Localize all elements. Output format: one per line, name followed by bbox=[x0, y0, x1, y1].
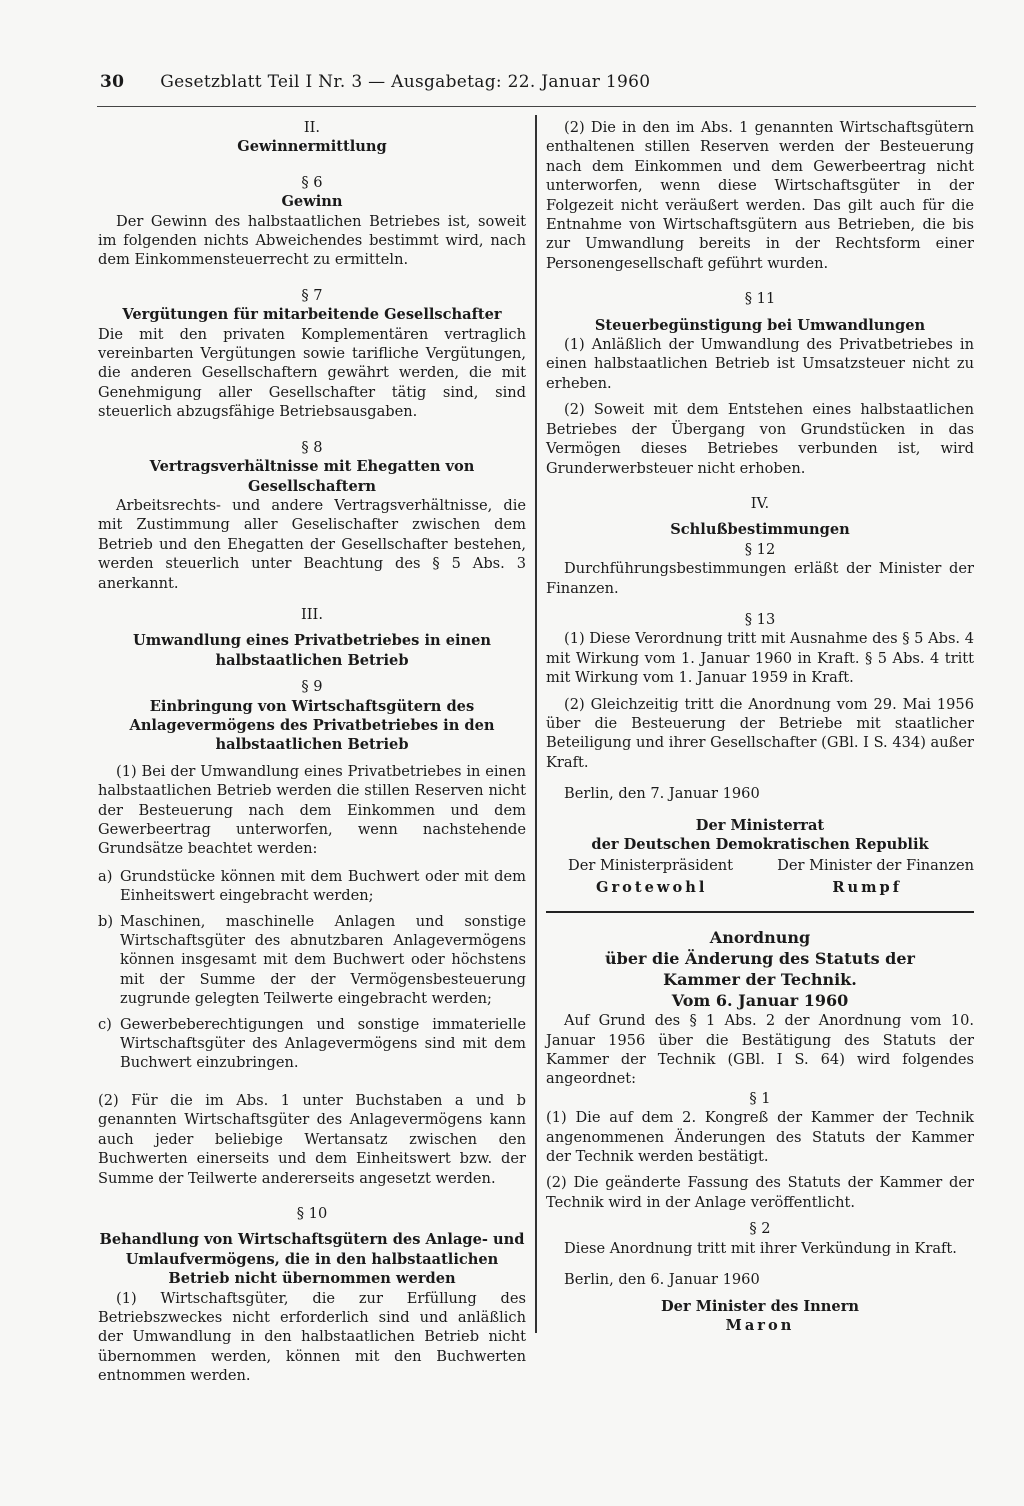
header-rule bbox=[97, 106, 976, 107]
paragraph-11-title: Steuerbegünstigung bei Umwandlungen bbox=[594, 316, 926, 334]
paragraph-9-text-2: (2) Für die im Abs. 1 unter Buchstaben a und b genannten Wirtschaftsgüter des Anlagevermögens kann auch jeder beliebige Wertansatz zwischen den Buchwerten einerseits und dem Einheitswert bzw. der Summe der Teilwerte andererseits angesetzt werden. bbox=[98, 1091, 526, 1187]
paragraph-11-text-2: (2) Soweit mit dem Entstehen eines halbstaatlichen Betriebes der Übergang von Grundstücken in das Vermögen dieses Betriebes verbunden ist, wird Grunderwerbsteuer nicht erhoben. bbox=[546, 401, 974, 477]
paragraph-11-text-1: (1) Anläßlich der Umwandlung des Privatbetriebes in einen halbstaatlichen Betrieb ist Umsatzsteuer nicht zu erheben. bbox=[546, 336, 974, 392]
paragraph-7-title: Vergütungen für mitarbeitende Gesellschafter bbox=[122, 306, 502, 324]
paragraph-6-number: § 6 bbox=[301, 173, 323, 191]
issuer-1-line-1: Der Ministerrat bbox=[695, 816, 825, 834]
paragraph-9-text-1: (1) Bei der Umwandlung eines Privatbetriebes in einen halbstaatlichen Betrieb werden die stillen Reserven nicht der Besteuerung nach dem Einkommen und dem Gewerbeertrag unterworfen, wenn nachstehende Grundsätze beachtet werden: bbox=[98, 762, 526, 858]
section-ii-title: Gewinnermittlung bbox=[237, 138, 387, 156]
section-iv-title: Schlußbestimmungen bbox=[670, 521, 850, 539]
decree-paragraph-2-text: Diese Anordnung tritt mit ihrer Verkündung in Kraft. bbox=[564, 1239, 957, 1257]
paragraph-13-text-1: (1) Diese Verordnung tritt mit Ausnahme des § 5 Abs. 4 mit Wirkung vom 1. Januar 1960 in Kraft. § 5 Abs. 4 tritt mit Wirkung vom 1. Januar 1959 in Kraft. bbox=[546, 630, 974, 687]
issuer-2: Der Minister des Innern bbox=[661, 1297, 859, 1315]
signature-title-right: Der Minister der Finanzen bbox=[777, 857, 974, 875]
decree-title: Anordnung bbox=[709, 928, 811, 948]
page-header bbox=[100, 72, 800, 92]
paragraph-10-text-1: (1) Wirtschaftsgüter, die zur Erfüllung des Betriebszweckes nicht erforderlich sind und anläßlich der Umwandlung in den halbstaatlichen Betrieb nicht übernommen werden, können mit den Buchwerten entnommen werden. bbox=[98, 1289, 526, 1385]
paragraph-7-text: Die mit den privaten Komplementären vertraglich vereinbarten Vergütungen sowie tarifliche Vergütungen, die anderen Gesellschaftern gewährt werden, die mit Genehmigung aller Gesellschafter tätig sind, sind steuerlich abzugsfähige Betriebsausgaben. bbox=[98, 325, 526, 421]
list-item bbox=[98, 912, 526, 1009]
section-rule bbox=[546, 911, 974, 913]
section-iii-number: III. bbox=[301, 605, 323, 623]
list-item bbox=[98, 867, 526, 906]
paragraph-13-number: § 13 bbox=[744, 610, 776, 628]
place-date-2: Berlin, den 6. Januar 1960 bbox=[564, 1271, 760, 1289]
decree-subtitle-2: Kammer der Technik. bbox=[663, 970, 857, 990]
decree-intro: Auf Grund des § 1 Abs. 2 der Anordnung vom 10. Januar 1956 über die Bestätigung des Statuts der Kammer der Technik (GBl. I S. 64) wird folgendes angeordnet: bbox=[546, 1012, 974, 1088]
paragraph-9-number: § 9 bbox=[301, 678, 323, 696]
right-column bbox=[546, 118, 974, 1335]
list-text: Maschinen, maschinelle Anlagen und sonstige Wirtschaftsgüter des abnutzbaren Anlagevermögens können insgesamt mit dem Buchwert oder höchstens mit der Summe der der Vermögensbesteuerung zugrunde gelegten Teilwerte eingebracht werden; bbox=[120, 912, 526, 1008]
paragraph-10-number: § 10 bbox=[296, 1204, 328, 1222]
list-letter: a) bbox=[98, 867, 113, 885]
paragraph-8-number: § 8 bbox=[301, 438, 323, 456]
signature-titles-row bbox=[546, 856, 974, 875]
place-date-1: Berlin, den 7. Januar 1960 bbox=[564, 785, 760, 803]
list-letter: c) bbox=[98, 1015, 112, 1033]
issuer-1-line-2: der Deutschen Demokratischen Republik bbox=[591, 836, 929, 853]
decree-date: Vom 6. Januar 1960 bbox=[671, 991, 849, 1011]
list-text: Grundstücke können mit dem Buchwert oder mit dem Einheitswert eingebracht werden; bbox=[120, 867, 526, 905]
page-number: 30 bbox=[100, 72, 125, 92]
decree-paragraph-2-number: § 2 bbox=[749, 1220, 771, 1238]
section-ii-number: II. bbox=[303, 119, 321, 136]
decree-paragraph-1-number: § 1 bbox=[749, 1089, 771, 1107]
paragraph-12-number: § 12 bbox=[744, 540, 776, 558]
list-text: Gewerbeberechtigungen und sonstige immaterielle Wirtschaftsgüter des Anlagevermögens sind mit dem Buchwert einzubringen. bbox=[120, 1015, 526, 1072]
paragraph-9-title: Einbringung von Wirtschaftsgütern des Anlagevermögens des Privatbetriebes in den halbstaatlichen Betrieb bbox=[129, 697, 495, 754]
paragraph-9-list bbox=[98, 867, 526, 1073]
paragraph-12-text: Durchführungsbestimmungen erläßt der Minister der Finanzen. bbox=[546, 560, 974, 597]
signature-names-row bbox=[546, 878, 974, 897]
paragraph-7-number: § 7 bbox=[301, 286, 323, 304]
section-iv-number: IV. bbox=[750, 494, 770, 512]
left-column bbox=[98, 118, 526, 1386]
list-item bbox=[98, 1015, 526, 1073]
paragraph-8-text: Arbeitsrechts- und andere Vertragsverhältnisse, die mit Zustimmung aller Geselischafter zwischen dem Betrieb und den Ehegatten der Gesellschafter bestehen, werden steuerlich unter Beachtung des § 5 Abs. 3 anerkannt. bbox=[98, 496, 526, 592]
list-letter: b) bbox=[98, 912, 114, 930]
header-title: Gesetzblatt Teil I Nr. 3 — Ausgabetag: 22. Januar 1960 bbox=[160, 72, 651, 92]
section-iii-title: Umwandlung eines Privatbetriebes in einen halbstaatlichen Betrieb bbox=[132, 632, 492, 669]
paragraph-11-number: § 11 bbox=[744, 290, 776, 308]
column-divider bbox=[535, 115, 537, 1333]
paragraph-8-title: Vertragsverhältnisse mit Ehegatten von Gesellschaftern bbox=[149, 458, 475, 495]
paragraph-10-text-2: (2) Die in den im Abs. 1 genannten Wirtschaftsgütern enthaltenen stillen Reserven werden der Besteuerung nach dem Einkommen und dem Gewerbeertrag nicht unterworfen, wenn diese Wirtschaftsgüter in der Folgezeit nicht veräußert werden. Das gilt auch für die Entnahme von Wirtschaftsgütern aus Betrieben, die bis zur Umwandlung bereits in der Rechtsform einer Personengesellschaft geführt wurden. bbox=[546, 119, 974, 272]
signature-title-left: Der Ministerpräsident bbox=[568, 857, 734, 875]
paragraph-6-title: Gewinn bbox=[281, 193, 343, 211]
decree-paragraph-1-text-2: (2) Die geänderte Fassung des Statuts der Kammer der Technik wird in der Anlage veröffentlicht. bbox=[546, 1174, 974, 1211]
decree-subtitle-1: über die Änderung des Statuts der bbox=[605, 949, 915, 969]
signature-name-right: Rumpf bbox=[832, 878, 902, 896]
signature-name-left: Grotewohl bbox=[596, 878, 708, 896]
paragraph-6-text: Der Gewinn des halbstaatlichen Betriebes ist, soweit im folgenden nichts Abweichendes bestimmt wird, nach dem Einkommensteuerrecht zu ermitteln. bbox=[98, 212, 526, 269]
paragraph-10-title: Behandlung von Wirtschaftsgütern des Anlage- und Umlaufvermögens, die in den halbstaatlichen Betrieb nicht übernommen werden bbox=[99, 1231, 525, 1288]
signature-name-2: Maron bbox=[725, 1316, 795, 1334]
decree-paragraph-1-text-1: (1) Die auf dem 2. Kongreß der Kammer der Technik angenommenen Änderungen des Statuts der Kammer der Technik werden bestätigt. bbox=[546, 1109, 974, 1166]
paragraph-13-text-2: (2) Gleichzeitig tritt die Anordnung vom 29. Mai 1956 über die Besteuerung der Betriebe mit staatlicher Beteiligung und ihrer Gesellschafter (GBl. I S. 434) außer Kraft. bbox=[546, 695, 974, 771]
